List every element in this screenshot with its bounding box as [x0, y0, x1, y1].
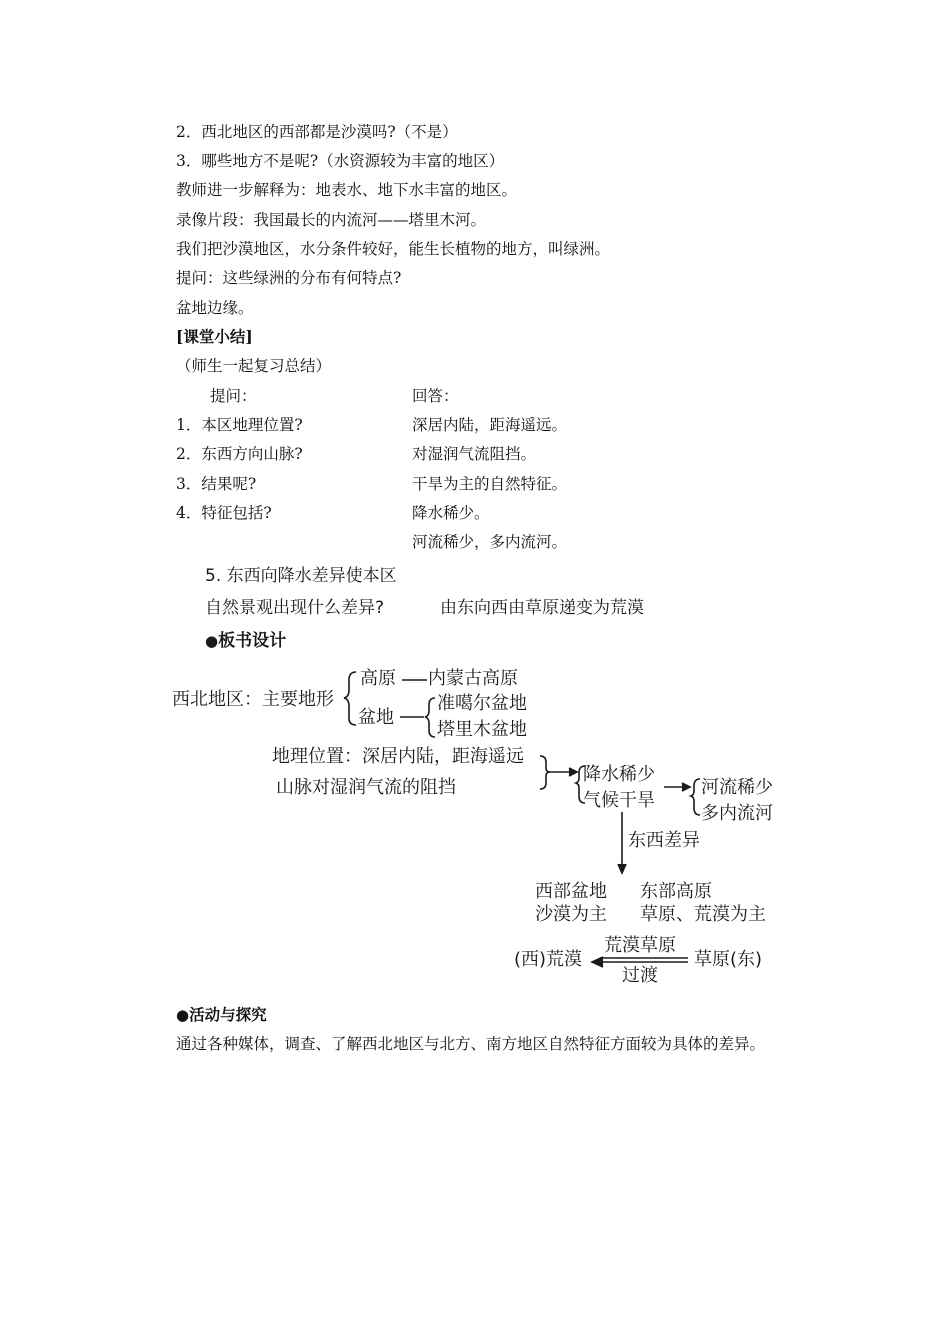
- diagram-precip: 降水稀少: [583, 764, 655, 785]
- oasis-definition: 我们把沙漠地区，水分条件较好，能生长植物的地方，叫绿洲。: [176, 240, 611, 258]
- diagram-region: 西北地区：主要地形: [172, 689, 334, 710]
- diagram-plateau: 高原: [360, 668, 396, 689]
- diagram-ew-diff: 东西差异: [628, 830, 700, 851]
- oasis-answer: 盆地边缘。: [176, 299, 254, 317]
- diagram-west-desert: 沙漠为主: [535, 904, 607, 925]
- question-5-line-1: 5. 东西向降水差异使本区: [205, 566, 397, 586]
- brace-main-landforms: [344, 672, 356, 725]
- diagram-transition-bottom: 过渡: [622, 965, 658, 986]
- diagram-climate: 气候干旱: [583, 790, 655, 811]
- diagram-mountains: 山脉对湿润气流的阻挡: [276, 777, 456, 798]
- qa-answer-2: 对湿润气流阻挡。: [412, 445, 537, 463]
- transition-arrow-head: [592, 957, 603, 967]
- summary-note: （师生一起复习总结）: [176, 357, 332, 375]
- qa-answer-5: 河流稀少，多内流河。: [412, 533, 568, 551]
- question-2: 2．西北地区的西部都是沙漠吗?（不是）: [176, 123, 458, 141]
- qa-answer-1: 深居内陆，距海遥远。: [412, 416, 568, 434]
- question-5-answer: 由东向西由草原递变为荒漠: [440, 598, 644, 618]
- diagram-basin: 盆地: [358, 707, 394, 728]
- qa-question-4: 4．特征包括?: [176, 504, 272, 522]
- diagram-transition-top: 荒漠草原: [604, 935, 676, 956]
- diagram-west-end: (西)荒漠: [514, 949, 583, 970]
- board-design-heading: ●板书设计: [205, 631, 287, 651]
- question-5-line-2: 自然景观出现什么差异?: [205, 598, 385, 618]
- activity-heading: ●活动与探究: [176, 1005, 267, 1024]
- diagram-inland: 多内流河: [701, 803, 773, 824]
- brace-rivers: [691, 779, 700, 815]
- diagram-east-plateau: 东部高原: [640, 881, 712, 902]
- qa-question-3: 3．结果呢?: [176, 475, 257, 493]
- summary-heading: [课堂小结]: [176, 327, 253, 346]
- oasis-question: 提问：这些绿洲的分布有何特点?: [176, 269, 402, 287]
- qa-question-1: 1．本区地理位置?: [176, 416, 303, 434]
- diagram-basin-1: 准噶尔盆地: [437, 693, 527, 714]
- diagram-east-end: 草原(东): [694, 949, 763, 970]
- diagram-plateau-name: 内蒙古高原: [428, 668, 518, 689]
- brace-basins: [425, 698, 435, 737]
- bullet-icon: ●: [205, 632, 219, 650]
- diagram-west-basin: 西部盆地: [535, 881, 607, 902]
- bracket-causes: [540, 756, 550, 789]
- bullet-icon: ●: [176, 1006, 190, 1024]
- qa-question-header: 提问：: [210, 387, 257, 405]
- arrow-down-head: [618, 864, 626, 873]
- video-clip: 录像片段：我国最长的内流河——塔里木河。: [176, 211, 487, 229]
- diagram-location: 地理位置：深居内陆，距海遥远: [272, 746, 524, 767]
- arrow-causes-head: [569, 768, 577, 776]
- qa-question-2: 2．东西方向山脉?: [176, 445, 303, 463]
- qa-answer-4: 降水稀少。: [412, 504, 490, 522]
- question-3: 3．哪些地方不是呢?（水资源较为丰富的地区）: [176, 152, 505, 170]
- teacher-explanation: 教师进一步解释为：地表水、地下水丰富的地区。: [176, 181, 518, 199]
- activity-text: 通过各种媒体，调查、了解西北地区与北方、南方地区自然特征方面较为具体的差异。: [176, 1035, 766, 1053]
- diagram-rivers: 河流稀少: [701, 777, 773, 798]
- diagram-east-grass: 草原、荒漠为主: [640, 904, 766, 925]
- diagram-basin-2: 塔里木盆地: [437, 719, 527, 740]
- qa-answer-header: 回答：: [412, 387, 459, 405]
- qa-answer-3: 干旱为主的自然特征。: [412, 475, 568, 493]
- arrow-rivers-head: [682, 783, 690, 791]
